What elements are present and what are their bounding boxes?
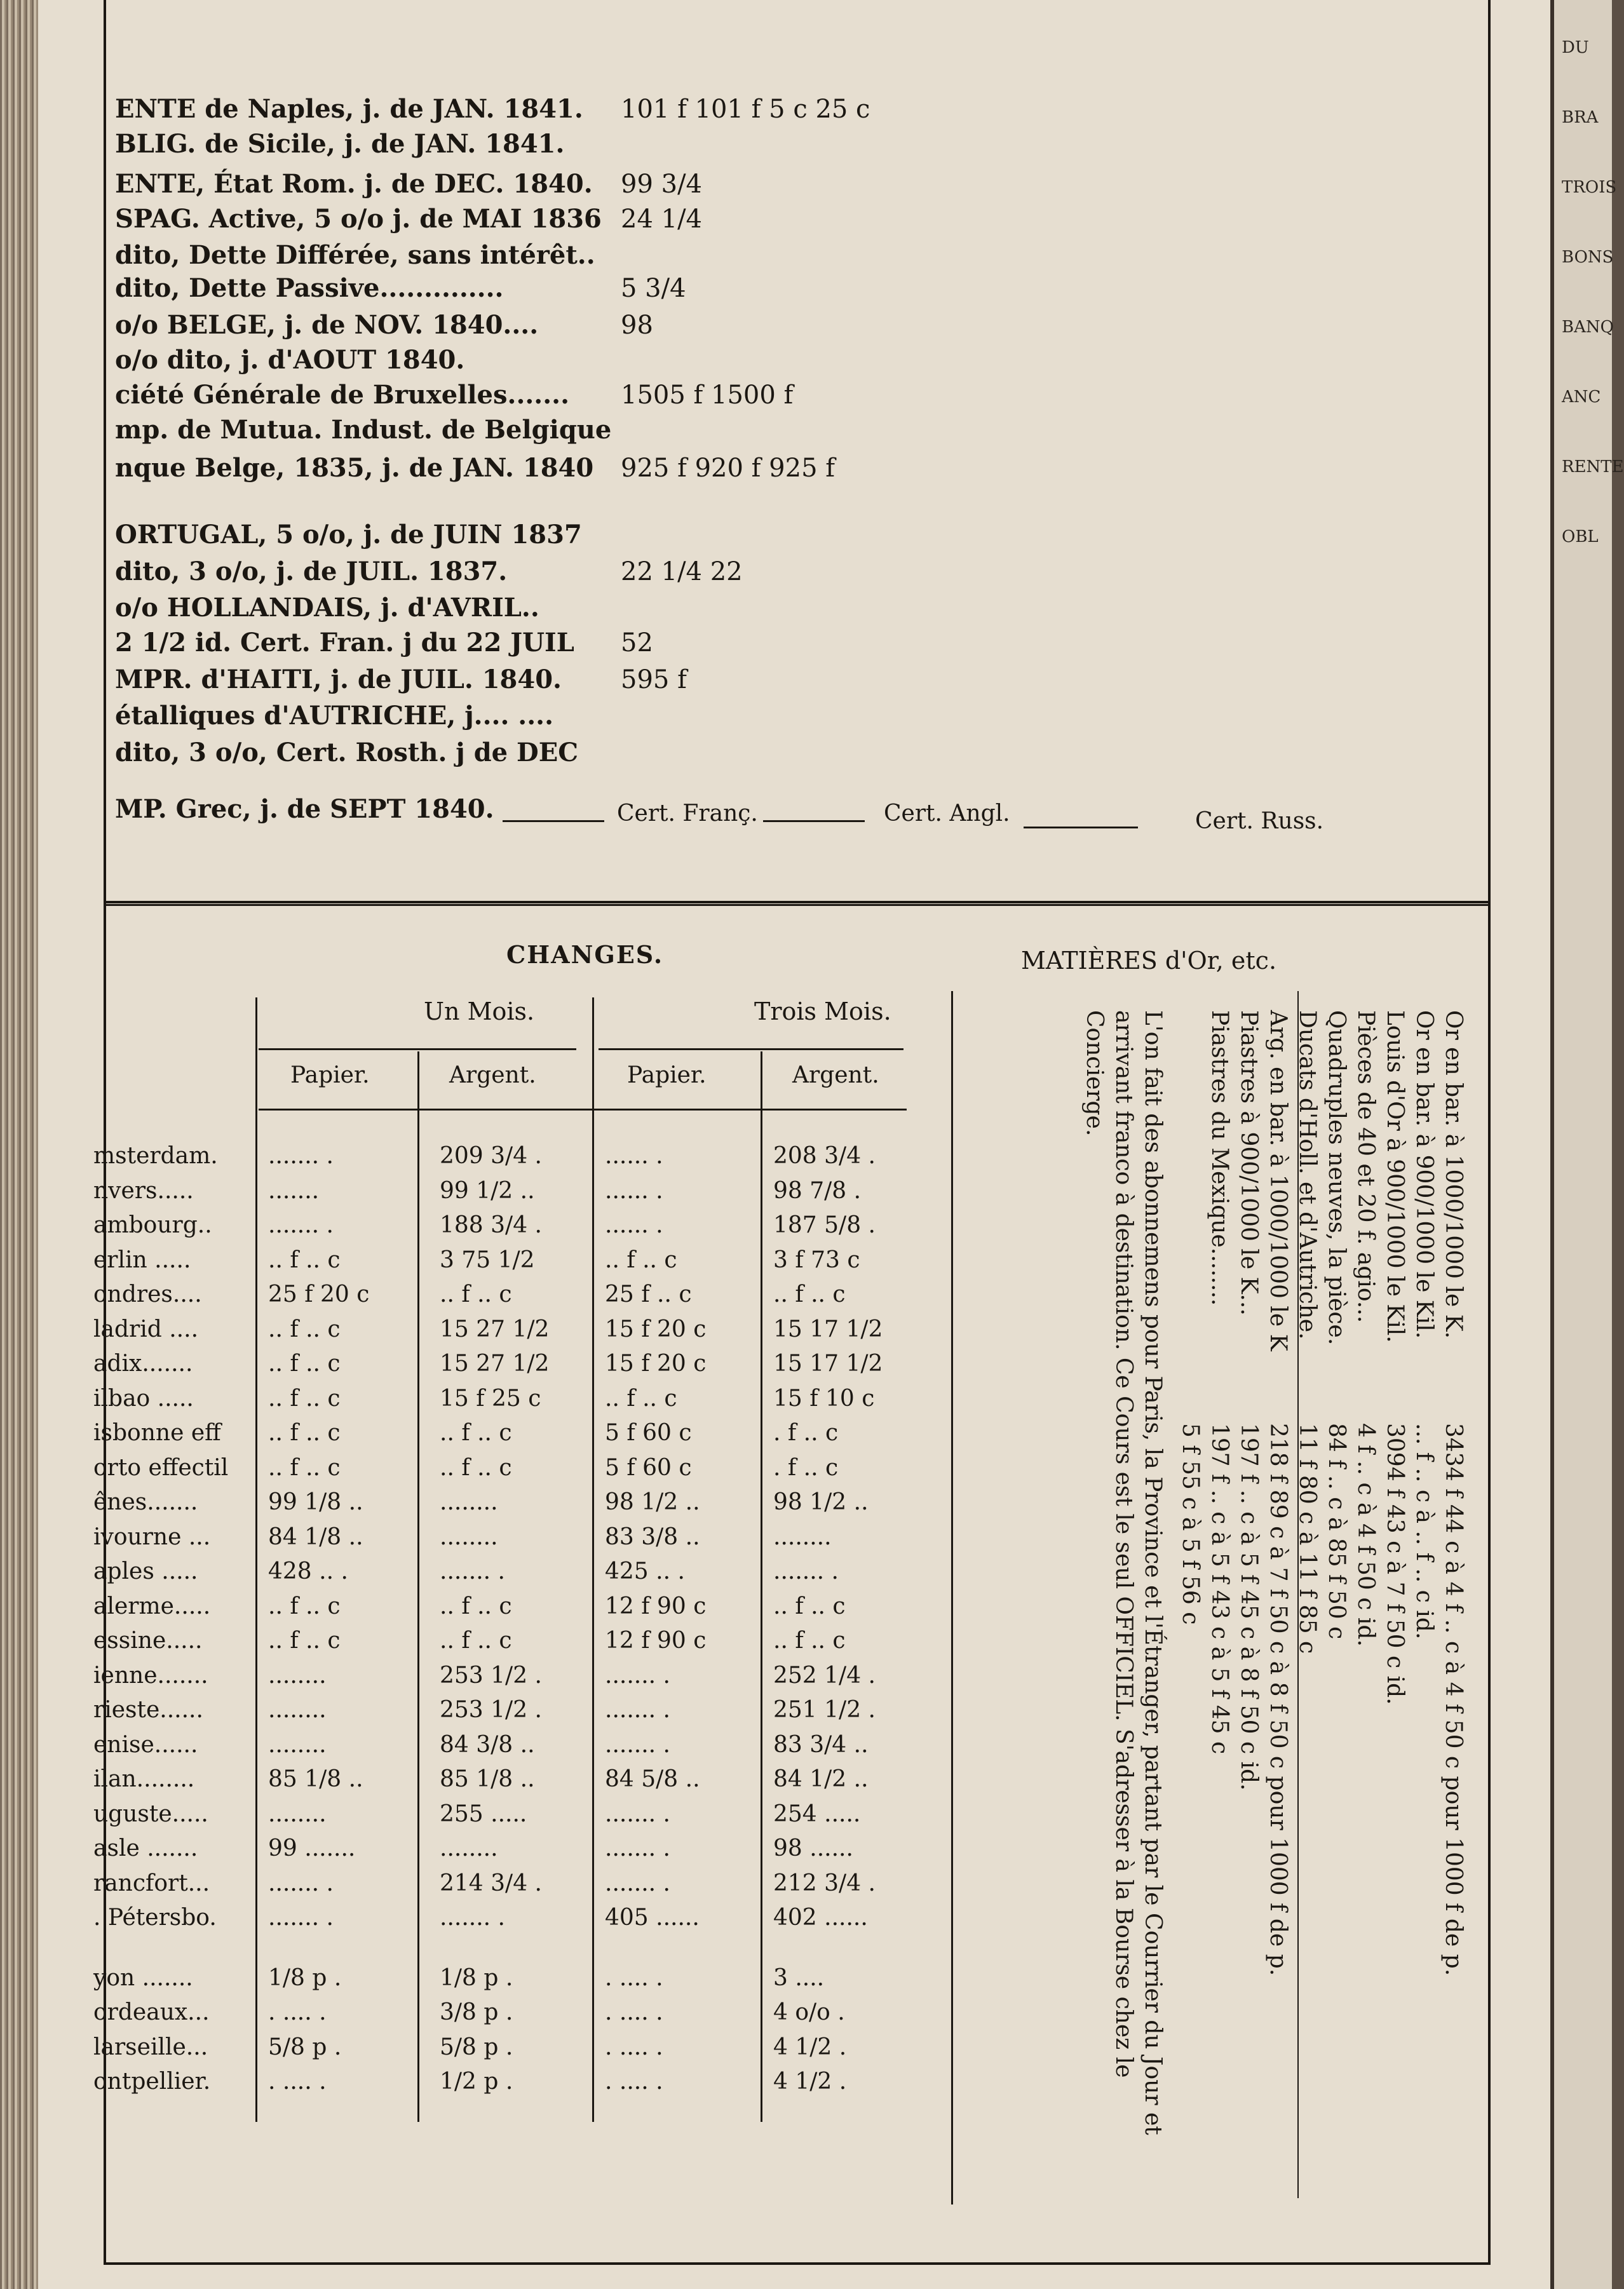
rente-row <box>106 274 1440 302</box>
rente-value: 52 <box>621 628 653 658</box>
change-a1: ........ <box>440 1489 498 1515</box>
change-a1: .. f .. c <box>440 1281 512 1307</box>
rente-label: BLIG. de Sicile, j. de JAN. 1841. <box>115 129 565 159</box>
change-p1: .. f .. c <box>268 1420 341 1446</box>
change-place: nvers..... <box>93 1177 194 1204</box>
change-place: msterdam. <box>93 1143 218 1169</box>
next-page-fragment: RENTE <box>1562 457 1624 476</box>
matiere-label: Piastres à 900/1000 le K... <box>1236 1010 1262 1316</box>
change-a1: ....... . <box>440 1905 505 1931</box>
rente-row <box>106 381 1440 409</box>
change-row <box>93 2069 945 2095</box>
rente-value: 99 3/4 <box>621 170 702 199</box>
change-row <box>93 1628 945 1654</box>
change-row <box>93 1835 945 1861</box>
matiere-value: 3434 f 44 c à 4 f .. c à 4 f 50 c pour 1000 f de p. <box>1440 1423 1466 1976</box>
rente-value: 98 <box>621 311 653 340</box>
col-line-2 <box>417 1051 419 2122</box>
rente-row <box>106 346 1440 374</box>
next-page-fragment: BANQ <box>1562 318 1614 337</box>
matieres-rotated-block <box>1053 1010 1466 2154</box>
matiere-row <box>1379 1010 1407 2141</box>
change-p1: ....... . <box>268 1870 334 1896</box>
change-a3: . f .. c <box>773 1420 839 1446</box>
change-a3: 251 1/2 . <box>773 1697 876 1723</box>
change-place: aples ..... <box>93 1558 198 1584</box>
rente-row <box>106 241 1440 269</box>
change-p3: 25 f .. c <box>605 1281 692 1307</box>
rente-row <box>106 130 1440 158</box>
change-p3: ...... . <box>605 1212 663 1238</box>
change-p3: . .... . <box>605 2034 663 2060</box>
change-place: alerme..... <box>93 1593 211 1619</box>
rente-value: 22 1/4 22 <box>621 557 743 586</box>
change-a1: .. f .. c <box>440 1420 512 1446</box>
change-row <box>93 1316 945 1342</box>
matiere-row <box>1262 1010 1290 2141</box>
change-place: uguste..... <box>93 1800 208 1827</box>
change-place: ordeaux... <box>93 1999 210 2025</box>
change-a3: 83 3/4 .. <box>773 1731 869 1758</box>
change-a3: 212 3/4 . <box>773 1870 876 1896</box>
change-p3: ....... . <box>605 1835 670 1861</box>
change-a3: 254 ..... <box>773 1800 861 1827</box>
change-row <box>93 1177 945 1204</box>
matiere-label: Arg. en bar. à 1000/1000 le K <box>1265 1010 1291 1351</box>
change-p1: .. f .. c <box>268 1385 341 1412</box>
next-page-fragment: ANC <box>1562 388 1601 407</box>
change-place: larseille... <box>93 2034 208 2060</box>
change-place: ilan........ <box>93 1766 195 1792</box>
cert-line-angl <box>763 820 865 822</box>
change-place: erlin ..... <box>93 1246 191 1273</box>
change-place: essine..... <box>93 1628 203 1654</box>
change-a3: 3 .... <box>773 1964 825 1991</box>
change-a1: 188 3/4 . <box>440 1212 542 1238</box>
matiere-row <box>1175 1010 1203 2141</box>
change-place: rieste...... <box>93 1697 203 1723</box>
change-row <box>93 2034 945 2060</box>
header-argent-1: Argent. <box>449 1062 536 1088</box>
change-p1: .. f .. c <box>268 1316 341 1342</box>
rente-row <box>106 311 1440 339</box>
cert-line-franc <box>503 820 604 822</box>
rule-sub <box>259 1109 907 1111</box>
rente-label: dito, Dette Passive.............. <box>115 273 504 303</box>
matiere-row <box>1292 1010 1320 2141</box>
change-p3: .. f .. c <box>605 1385 677 1412</box>
next-page-edge <box>1550 0 1624 2289</box>
rente-row <box>106 95 1440 123</box>
cert-franc: Cert. Franç. <box>617 800 758 827</box>
change-row <box>93 1489 945 1515</box>
change-p3: ...... . <box>605 1177 663 1204</box>
change-place: isbonne eff <box>93 1420 221 1446</box>
cert-angl: Cert. Angl. <box>884 800 1010 827</box>
matiere-label: Pièces de 40 et 20 f. agio... <box>1353 1010 1379 1323</box>
change-a3: 98 7/8 . <box>773 1177 862 1204</box>
change-a1: 209 3/4 . <box>440 1143 542 1169</box>
change-place: asle ....... <box>93 1835 198 1861</box>
change-p3: 5 f 60 c <box>605 1454 692 1481</box>
matiere-label: Or en bar. à 900/1000 le Kil. <box>1411 1010 1437 1339</box>
change-a1: 5/8 p . <box>440 2034 513 2060</box>
change-a1: 1/2 p . <box>440 2069 513 2095</box>
rente-row <box>106 666 1440 694</box>
change-a1: 84 3/8 .. <box>440 1731 535 1758</box>
ledger-page <box>38 0 1588 2289</box>
change-place: adix....... <box>93 1351 193 1377</box>
change-a3: . f .. c <box>773 1454 839 1481</box>
change-place: ontpellier. <box>93 2069 211 2095</box>
change-a1: 214 3/4 . <box>440 1870 542 1896</box>
col-line-4 <box>761 1051 762 2122</box>
rente-value: 595 f <box>621 665 687 694</box>
change-a3: 4 1/2 . <box>773 2069 847 2095</box>
change-p1: ....... . <box>268 1212 334 1238</box>
next-page-fragment: BRA <box>1562 108 1599 127</box>
rente-row <box>106 454 1440 482</box>
rente-row <box>106 416 1440 444</box>
change-a1: ....... . <box>440 1558 505 1584</box>
change-row <box>93 1523 945 1550</box>
change-place: rancfort... <box>93 1870 210 1896</box>
change-row <box>93 1800 945 1827</box>
change-a3: 15 17 1/2 <box>773 1351 883 1377</box>
change-p1: .. f .. c <box>268 1246 341 1273</box>
change-a1: 3 75 1/2 <box>440 1246 535 1273</box>
changes-title: CHANGES. <box>506 940 664 969</box>
change-p1: .. f .. c <box>268 1454 341 1481</box>
matiere-row <box>1321 1010 1349 2141</box>
change-a3: 402 ...... <box>773 1905 868 1931</box>
change-row <box>93 1731 945 1758</box>
next-page-fragment: BONS <box>1562 248 1614 267</box>
change-p3: 5 f 60 c <box>605 1420 692 1446</box>
rente-label: ENTE, État Rom. j. de DEC. 1840. <box>115 169 593 199</box>
change-p1: ........ <box>268 1697 327 1723</box>
change-a1: .. f .. c <box>440 1628 512 1654</box>
change-row <box>93 1558 945 1584</box>
rule-un <box>259 1048 576 1050</box>
change-a1: 85 1/8 .. <box>440 1766 535 1792</box>
col-line-5 <box>951 991 953 2205</box>
rente-row <box>106 594 1440 622</box>
notice-text: L'on fait des abonnemens pour Paris, la Province et l'Étranger, partant par le Courrier du Jour et arrivant franco à destination. Ce Cours est le seul OFFICIEL. S'adresser à la Bourse chez le Concierge. <box>1081 1010 1166 2135</box>
grec-label: MP. Grec, j. de SEPT 1840. <box>115 794 494 824</box>
rente-row <box>106 205 1440 233</box>
change-row <box>93 1999 945 2025</box>
change-p3: ....... . <box>605 1800 670 1827</box>
change-p1: . .... . <box>268 1999 327 2025</box>
change-p1: ........ <box>268 1662 327 1689</box>
matiere-row <box>1233 1010 1261 2141</box>
header-papier-1: Papier. <box>290 1062 370 1088</box>
matiere-row <box>1438 1010 1466 2141</box>
rente-value: 101 f 101 f 5 c 25 c <box>621 95 870 124</box>
change-place: ienne....... <box>93 1662 208 1689</box>
change-p1: .. f .. c <box>268 1351 341 1377</box>
change-a3: 4 1/2 . <box>773 2034 847 2060</box>
change-place: ênes....... <box>93 1489 198 1515</box>
change-a3: 98 1/2 .. <box>773 1489 869 1515</box>
rente-row <box>106 629 1440 657</box>
change-place: enise...... <box>93 1731 198 1758</box>
cert-russ: Cert. Russ. <box>1195 808 1324 834</box>
change-p1: ....... . <box>268 1905 334 1931</box>
change-p1: ........ <box>268 1800 327 1827</box>
change-a1: 15 27 1/2 <box>440 1316 550 1342</box>
change-a3: .. f .. c <box>773 1593 846 1619</box>
change-p1: 5/8 p . <box>268 2034 342 2060</box>
change-p3: 15 f 20 c <box>605 1316 707 1342</box>
change-row <box>93 1905 945 1931</box>
change-a1: .. f .. c <box>440 1593 512 1619</box>
rente-value: 1505 f 1500 f <box>621 381 794 410</box>
rente-row <box>106 521 1440 549</box>
rente-label: o/o BELGE, j. de NOV. 1840.... <box>115 310 539 340</box>
change-a1: 15 27 1/2 <box>440 1351 550 1377</box>
change-a1: 253 1/2 . <box>440 1662 542 1689</box>
change-a3: 84 1/2 .. <box>773 1766 869 1792</box>
change-row <box>93 1454 945 1481</box>
change-p1: . .... . <box>268 2069 327 2095</box>
change-a3: 98 ...... <box>773 1835 853 1861</box>
rente-value: 925 f 920 f 925 f <box>621 454 836 483</box>
page-frame <box>93 0 1491 2265</box>
next-page-fragment: DU <box>1562 38 1589 57</box>
change-a1: 255 ..... <box>440 1800 527 1827</box>
change-a1: ........ <box>440 1523 498 1550</box>
change-a3: ....... . <box>773 1558 839 1584</box>
rente-row <box>106 170 1440 198</box>
book-page-edges <box>0 0 38 2289</box>
change-p3: . .... . <box>605 1964 663 1991</box>
change-p3: 15 f 20 c <box>605 1351 707 1377</box>
matiere-label: Louis d'Or à 900/1000 le Kil. <box>1382 1010 1408 1343</box>
rente-label: o/o HOLLANDAIS, j. d'AVRIL.. <box>115 593 539 623</box>
header-argent-3: Argent. <box>792 1062 879 1088</box>
matiere-value: 3094 f 43 c à 7 f 50 c id. <box>1382 1423 1408 1705</box>
change-p1: ........ <box>268 1731 327 1758</box>
rente-value: 5 3/4 <box>621 274 686 303</box>
change-row <box>93 1385 945 1412</box>
change-a1: 99 1/2 .. <box>440 1177 535 1204</box>
change-a1: 1/8 p . <box>440 1964 513 1991</box>
notice-rule <box>1297 991 1299 2198</box>
change-row <box>93 1662 945 1689</box>
change-p3: 12 f 90 c <box>605 1628 707 1654</box>
change-p3: ....... . <box>605 1697 670 1723</box>
change-a3: 208 3/4 . <box>773 1143 876 1169</box>
rente-label: 2 1/2 id. Cert. Fran. j du 22 JUIL <box>115 628 574 658</box>
matiere-value: 5 f 55 c à 5 f 56 c <box>1177 1423 1203 1625</box>
change-a1: 3/8 p . <box>440 1999 513 2025</box>
matiere-value: 11 f 80 c à 11 f 85 c <box>1294 1423 1320 1654</box>
change-row <box>93 1697 945 1723</box>
change-p1: 1/8 p . <box>268 1964 342 1991</box>
change-p3: ...... . <box>605 1143 663 1169</box>
rente-label: ENTE de Naples, j. de JAN. 1841. <box>115 94 583 124</box>
change-a3: .. f .. c <box>773 1281 846 1307</box>
rente-row <box>106 739 1440 767</box>
matiere-value: 197 f .. c à 5 f 45 c à 8 f 50 c id. <box>1236 1423 1262 1791</box>
rente-label: mp. de Mutua. Indust. de Belgique <box>115 415 612 445</box>
change-place: ladrid .... <box>93 1316 199 1342</box>
rente-label: étalliques d'AUTRICHE, j.... .... <box>115 701 553 731</box>
change-p3: 12 f 90 c <box>605 1593 707 1619</box>
change-a3: 15 f 10 c <box>773 1385 875 1412</box>
change-p1: 84 1/8 .. <box>268 1523 363 1550</box>
change-row <box>93 1246 945 1273</box>
change-place: ilbao ..... <box>93 1385 194 1412</box>
change-place: ambourg.. <box>93 1212 212 1238</box>
change-a3: 187 5/8 . <box>773 1212 876 1238</box>
matieres-title: MATIÈRES d'Or, etc. <box>1021 947 1277 975</box>
change-p3: . .... . <box>605 2069 663 2095</box>
change-row <box>93 1420 945 1446</box>
change-a1: ........ <box>440 1835 498 1861</box>
change-p1: 25 f 20 c <box>268 1281 370 1307</box>
next-page-fragment: TROIS <box>1562 178 1617 197</box>
rente-label: dito, 3 o/o, Cert. Rosth. j de DEC <box>115 738 579 767</box>
change-row <box>93 1593 945 1619</box>
header-papier-3: Papier. <box>627 1062 707 1088</box>
matiere-value: 4 f .. c à 4 f 50 c id. <box>1353 1423 1379 1647</box>
change-p3: 425 .. . <box>605 1558 685 1584</box>
matiere-value: 84 f .. c à 85 f 50 c <box>1323 1423 1350 1640</box>
change-a3: 15 17 1/2 <box>773 1316 883 1342</box>
change-row <box>93 1766 945 1792</box>
header-un-mois: Un Mois. <box>424 997 535 1025</box>
change-p3: 84 5/8 .. <box>605 1766 700 1792</box>
next-page-fragment: OBL <box>1562 527 1599 546</box>
change-a3: 3 f 73 c <box>773 1246 860 1273</box>
change-place: yon ....... <box>93 1964 193 1991</box>
change-row <box>93 1212 945 1238</box>
matiere-row <box>1350 1010 1378 2141</box>
matiere-label: Quadruples neuves, la pièce. <box>1323 1010 1350 1346</box>
matiere-row <box>1409 1010 1437 2141</box>
change-p1: ....... <box>268 1177 320 1204</box>
change-p3: ....... . <box>605 1662 670 1689</box>
rente-row <box>106 558 1440 586</box>
change-p3: 83 3/8 .. <box>605 1523 700 1550</box>
change-p3: . .... . <box>605 1999 663 2025</box>
change-row <box>93 1964 945 1991</box>
change-a3: ........ <box>773 1523 832 1550</box>
change-place: ivourne ... <box>93 1523 211 1550</box>
rente-label: o/o dito, j. d'AOUT 1840. <box>115 345 465 375</box>
change-a1: .. f .. c <box>440 1454 512 1481</box>
section-separator <box>106 901 1488 906</box>
change-place: orto effectil <box>93 1454 229 1481</box>
rente-value: 24 1/4 <box>621 205 702 234</box>
change-a1: 15 f 25 c <box>440 1385 541 1412</box>
matiere-value: ... f .. c à .. f .. c id. <box>1411 1423 1437 1640</box>
change-p1: 99 ....... <box>268 1835 356 1861</box>
change-row <box>93 1351 945 1377</box>
rente-label: dito, Dette Différée, sans intérêt.. <box>115 240 595 270</box>
change-p3: .. f .. c <box>605 1246 677 1273</box>
change-p3: 98 1/2 .. <box>605 1489 700 1515</box>
change-p3: ....... . <box>605 1731 670 1758</box>
header-trois-mois: Trois Mois. <box>754 997 891 1025</box>
rente-label: MPR. d'HAITI, j. de JUIL. 1840. <box>115 665 562 694</box>
change-a3: 252 1/4 . <box>773 1662 876 1689</box>
rente-label: ciété Générale de Bruxelles....... <box>115 380 569 410</box>
change-a3: 4 o/o . <box>773 1999 845 2025</box>
change-p1: ....... . <box>268 1143 334 1169</box>
change-a1: 253 1/2 . <box>440 1697 542 1723</box>
rente-label: ORTUGAL, 5 o/o, j. de JUIN 1837 <box>115 520 582 550</box>
matiere-label: Piastres du Mexique........ <box>1207 1010 1233 1306</box>
change-row <box>93 1870 945 1896</box>
change-p3: ....... . <box>605 1870 670 1896</box>
change-p3: 405 ...... <box>605 1905 700 1931</box>
matiere-value: 197 f .. c à 5 f 43 c à 5 f 45 c <box>1207 1423 1233 1755</box>
rente-label: nque Belge, 1835, j. de JAN. 1840 <box>115 453 594 483</box>
change-a3: .. f .. c <box>773 1628 846 1654</box>
change-p1: .. f .. c <box>268 1628 341 1654</box>
rente-label: dito, 3 o/o, j. de JUIL. 1837. <box>115 557 508 586</box>
change-place: ondres.... <box>93 1281 202 1307</box>
change-p1: 85 1/8 .. <box>268 1766 363 1792</box>
matiere-row <box>1204 1010 1232 2141</box>
change-place: . Pétersbo. <box>93 1905 217 1931</box>
change-p1: .. f .. c <box>268 1593 341 1619</box>
rente-label: SPAG. Active, 5 o/o j. de MAI 1836 <box>115 204 602 234</box>
matiere-label: Ducats d'Holl. et d'Autriche. <box>1294 1010 1320 1340</box>
rule-trois <box>599 1048 903 1050</box>
rente-row <box>106 702 1440 730</box>
cert-line-russ <box>1024 826 1138 828</box>
change-p1: 428 .. . <box>268 1558 348 1584</box>
matiere-value: 218 f 89 c à 7 f 50 c à 8 f 50 c pour 1000 f de p. <box>1265 1423 1291 1976</box>
change-p1: 99 1/8 .. <box>268 1489 363 1515</box>
change-row <box>93 1143 945 1169</box>
matiere-label: Or en bar. à 1000/1000 le K. <box>1440 1010 1466 1339</box>
change-row <box>93 1281 945 1307</box>
